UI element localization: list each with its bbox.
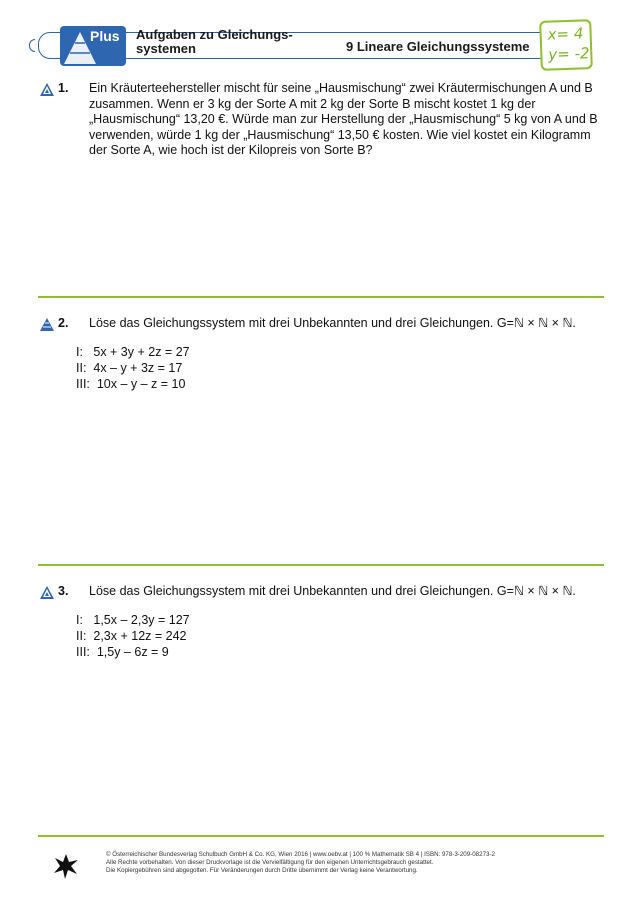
equation: III: 10x – y – z = 10 [76, 377, 186, 391]
worksheet-title-line1: Aufgaben zu Gleichungs- [136, 27, 293, 42]
footer-line: © Österreichischer Bundesverlag Schulbuch GmbH & Co. KG, Wien 2016 | www.oebv.at | 100 % Mathematik SB 4 | ISBN: 978-3-209-08273-2 [106, 851, 495, 858]
equation: II: 2,3x + 12z = 242 [76, 629, 187, 643]
task-text: Ein Kräuterteehersteller mischt für seine „Hausmischung“ zwei Kräutermischungen A und B zusammen. Wenn er 3 kg der Sorte A mit 2 kg der Sorte B mischt kostet 1 kg der „Hausmischung“ 13,20 €. Würde man zur Herstellung der „Hausmischung“ 5 kg von A und B verwenden, würde 1 kg der „Hausmischung“ 13,50 € kosten. Wie viel kostet ein Kilogramm der Sorte A, wie hoch ist der Kilopreis von Sorte B? [89, 81, 598, 157]
worksheet-title-line2: systemen [136, 41, 196, 56]
publisher-logo-icon [52, 852, 80, 880]
pyramid-icon [40, 83, 54, 96]
task-number: 3. [58, 584, 69, 598]
task-1 [40, 81, 610, 161]
task-text: Löse das Gleichungssystem mit drei Unbekannten und drei Gleichungen. G=ℕ × ℕ × ℕ. [89, 316, 576, 330]
equation-list [76, 612, 190, 660]
pyramid-icon [40, 586, 54, 599]
page-header [0, 0, 640, 80]
section-divider [38, 296, 604, 298]
footer-line: Die Kopiergebühren sind abgegolten. Für Veränderungen durch Dritte übernimmt der Verlag keine Verantwortung. [106, 867, 418, 874]
chapter-title: 9 Lineare Gleichungssysteme [346, 39, 530, 54]
badge-line1: x= 4 [547, 24, 584, 44]
section-divider [38, 564, 604, 566]
equation: III: 1,5y – 6z = 9 [76, 645, 169, 659]
logo-label: Plus [90, 28, 120, 44]
equation: I: 5x + 3y + 2z = 27 [76, 345, 190, 359]
task-2 [40, 316, 610, 406]
equation: I: 1,5x – 2,3y = 127 [76, 613, 190, 627]
task-number: 1. [58, 81, 69, 95]
footer-line: Alle Rechte vorbehalten. Von dieser Druckvorlage ist die Vervielfältigung für den eigenen Unterrichtsgebrauch gestattet. [106, 859, 434, 866]
task-3 [40, 584, 610, 674]
badge-line2: y= -2 [548, 44, 590, 64]
task-number: 2. [58, 316, 69, 330]
copyright-footer [106, 851, 566, 875]
pyramid-icon [40, 318, 54, 331]
worksheet-title [136, 28, 306, 56]
equation-list [76, 344, 190, 392]
plus-logo [60, 26, 126, 66]
solution-badge [539, 19, 593, 71]
section-divider [38, 835, 604, 837]
task-text: Löse das Gleichungssystem mit drei Unbekannten und drei Gleichungen. G=ℕ × ℕ × ℕ. [89, 584, 576, 598]
equation: II: 4x – y + 3z = 17 [76, 361, 183, 375]
